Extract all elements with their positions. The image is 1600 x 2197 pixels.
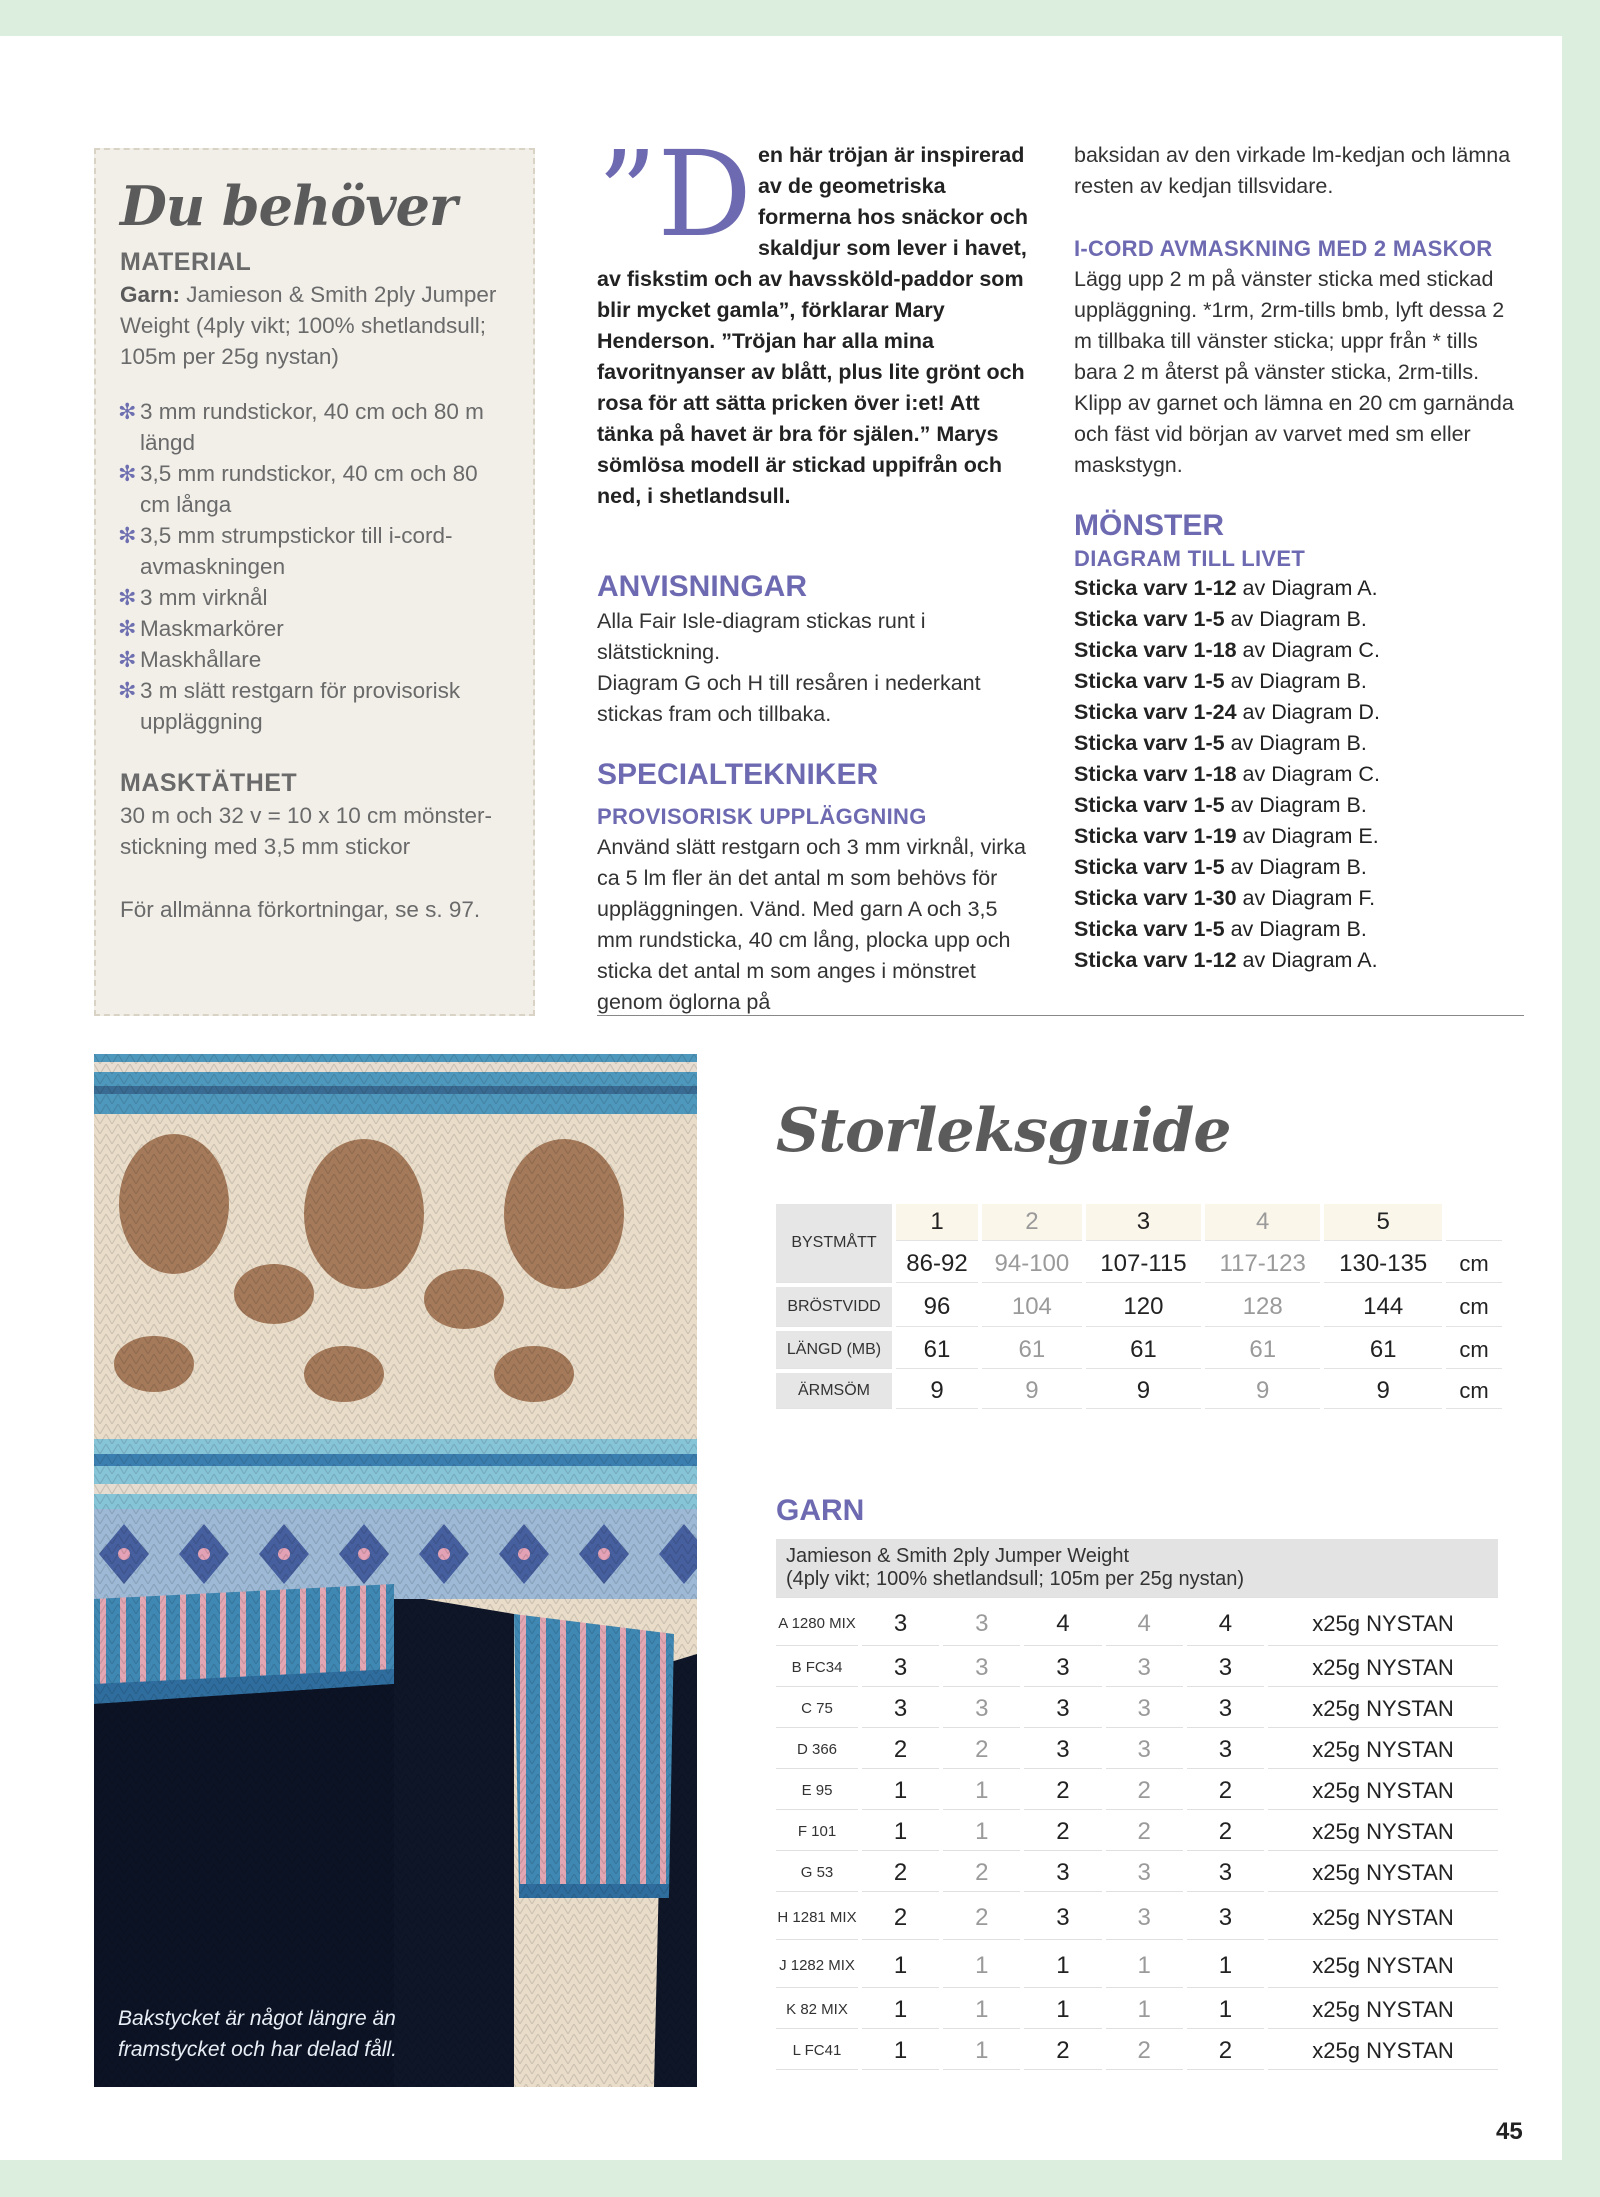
bystmatt-label: BYSTMÅTT (776, 1204, 892, 1283)
asterisk-icon: ✻ (118, 678, 137, 703)
garn-label: Garn: (120, 282, 181, 307)
yarn-table-header: Jamieson & Smith 2ply Jumper Weight (4ply vikt; 100% shetlandsull; 105m per 25g nystan) (776, 1539, 1498, 1598)
photo-caption: Bakstycket är något längre än framstycket och har delad fåll. (118, 2007, 397, 2061)
yarn-table (772, 1535, 1502, 2074)
list-item: ✻ 3 mm rundstickor, 40 cm och 80 m längd (120, 396, 509, 458)
icord-subheading: I-CORD AVMASKNING MED 2 MASKOR (1074, 236, 1493, 261)
materials-sidebar (94, 148, 535, 1016)
list-item: ✻ Maskhållare (120, 644, 509, 675)
provisorisk-text: Använd slätt restgarn och 3 mm virknål, virka ca 5 lm fler än det antal m som behövs för uppläggningen. Vänd. Med garn A och 3,5 mm rundsticka, 40 cm lång, plocka upp och sticka det antal m som anges i mönstret genom öglorna på (597, 835, 1026, 1014)
list-item: Sticka varv 1-5 av Diagram B. (1074, 669, 1367, 693)
size-1: 1 (896, 1204, 978, 1241)
list-item: Sticka varv 1-12 av Diagram A. (1074, 576, 1378, 600)
column-1 (597, 125, 1037, 1018)
table-row: A 1280 MIX 3 3 4 4 4 x25g NYSTAN (776, 1602, 1498, 1646)
size-guide-title: Storleksguide (776, 1096, 1231, 1166)
anvisningar-text-1: Alla Fair Isle-diagram stickas runt i slätstickning. (597, 609, 926, 664)
list-item: Sticka varv 1-5 av Diagram B. (1074, 731, 1367, 755)
anvisningar-text-2: Diagram G och H till resåren i nederkant stickas fram och tillbaka. (597, 671, 981, 726)
table-row: J 1282 MIX 1 1 1 1 1 x25g NYSTAN (776, 1944, 1498, 1988)
asterisk-icon: ✻ (118, 461, 137, 486)
table-row: C 75 3 3 3 3 3 x25g NYSTAN (776, 1691, 1498, 1728)
asterisk-icon: ✻ (118, 523, 137, 548)
list-item: Sticka varv 1-18 av Diagram C. (1074, 638, 1380, 662)
list-item: Sticka varv 1-5 av Diagram B. (1074, 793, 1367, 817)
size-2: 2 (982, 1204, 1082, 1241)
list-item: ✻ 3 mm virknål (120, 582, 509, 613)
gauge-heading: MASKTÄTHET (120, 769, 298, 797)
specialtekniker-heading: SPECIALTEKNIKER (597, 758, 879, 791)
list-item: Sticka varv 1-5 av Diagram B. (1074, 917, 1367, 941)
list-item: Sticka varv 1-5 av Diagram B. (1074, 607, 1367, 631)
asterisk-icon: ✻ (118, 616, 137, 641)
diagram-rows (1074, 573, 1514, 976)
sidebar-title: Du behöver (120, 174, 457, 238)
list-item: ✻ 3 m slätt restgarn för provisorisk uppläggning (120, 675, 509, 737)
table-row: H 1281 MIX 2 2 3 3 3 x25g NYSTAN (776, 1896, 1498, 1940)
table-row: LÄNGD (MB) 61 61 61 61 61 cm (776, 1331, 1502, 1369)
abbreviations-note: För allmänna förkortningar, se s. 97. (120, 897, 481, 922)
size-guide-table (772, 1200, 1506, 1413)
table-row: ÄRMSÖM 9 9 9 9 9 cm (776, 1373, 1502, 1409)
column-2 (1074, 140, 1514, 976)
list-item: ✻ 3,5 mm strumpstickor till i-cord-avmaskningen (120, 520, 509, 582)
list-item: Sticka varv 1-19 av Diagram E. (1074, 824, 1379, 848)
knit-pattern-image (94, 1054, 697, 2087)
material-list (120, 396, 509, 737)
table-row: BRÖSTVIDD 96 104 120 128 144 cm (776, 1287, 1502, 1327)
list-item: Sticka varv 1-24 av Diagram D. (1074, 700, 1380, 724)
intro-paragraph (597, 125, 1037, 512)
table-row: B FC34 3 3 3 3 3 x25g NYSTAN (776, 1650, 1498, 1687)
sweater-photo (94, 1054, 697, 2087)
table-row: D 366 2 2 3 3 3 x25g NYSTAN (776, 1732, 1498, 1769)
material-heading: MATERIAL (120, 248, 252, 276)
anvisningar-heading: ANVISNINGAR (597, 570, 808, 603)
gauge-text: 30 m och 32 v = 10 x 10 cm mönster-stickning med 3,5 mm stickor (120, 803, 493, 859)
table-row: F 101 1 1 2 2 2 x25g NYSTAN (776, 1814, 1498, 1851)
asterisk-icon: ✻ (118, 647, 137, 672)
provisorisk-subheading: PROVISORISK UPPLÄGGNING (597, 804, 927, 829)
dropcap: ”D (597, 125, 752, 263)
table-row (776, 1539, 1498, 1598)
page-number: 45 (1496, 2118, 1523, 2145)
table-row: L FC41 1 1 2 2 2 x25g NYSTAN (776, 2033, 1498, 2070)
monster-heading: MÖNSTER (1074, 509, 1224, 542)
garn-text (120, 279, 509, 372)
list-item: ✻ 3,5 mm rundstickor, 40 cm och 80 cm långa (120, 458, 509, 520)
diagram-subheading: DIAGRAM TILL LIVET (1074, 546, 1306, 571)
size-3: 3 (1086, 1204, 1201, 1241)
table-row: 86-92 94-100 107-115 117-123 130-135 cm (776, 1245, 1502, 1283)
size-4: 4 (1205, 1204, 1320, 1241)
list-item: Sticka varv 1-12 av Diagram A. (1074, 948, 1378, 972)
icord-text: Lägg upp 2 m på vänster sticka med stickad uppläggning. *1rm, 2rm-tills bmb, lyft dessa 2 m tillbaka till vänster sticka; uppr från * tills bara 2 m återst på vänster sticka, 2rm-tills. Klipp av garnet och lämna en 20 cm garnända och fäst vid början av varvet med sm eller maskstygn. (1074, 267, 1514, 477)
list-item: Sticka varv 1-30 av Diagram F. (1074, 886, 1376, 910)
table-row (776, 1204, 1502, 1241)
table-row: K 82 MIX 1 1 1 1 1 x25g NYSTAN (776, 1992, 1498, 2029)
list-item: ✻ Maskmarkörer (120, 613, 509, 644)
size-5: 5 (1324, 1204, 1442, 1241)
garn-heading: GARN (776, 1494, 865, 1527)
list-item: Sticka varv 1-5 av Diagram B. (1074, 855, 1367, 879)
asterisk-icon: ✻ (118, 585, 137, 610)
section-divider (597, 1015, 1524, 1016)
garn-description: Jamieson & Smith 2ply Jumper Weight (4ply vikt; 100% shetlandsull; 105m per 25g nystan) (120, 282, 497, 369)
asterisk-icon: ✻ (118, 399, 137, 424)
intro-text: en här tröjan är inspirerad av de geometriska formerna hos snäckor och skaldjur som lever i havet, av fiskstim och av havssköld-paddor som blir mycket gamla”, förklarar Mary Henderson. ”Tröjan har alla mina favoritnyanser av blått, plus lite grönt och rosa för att sätta pricken över i:et! Att tänka på havet är bra för själen.” Marys sömlösa modell är stickad uppifrån och ned, i shetlandsull. (597, 143, 1028, 508)
provisorisk-continued: baksidan av den virkade lm-kedjan och lämna resten av kedjan tillsvidare. (1074, 143, 1511, 198)
table-row: E 95 1 1 2 2 2 x25g NYSTAN (776, 1773, 1498, 1810)
table-row: G 53 2 2 3 3 3 x25g NYSTAN (776, 1855, 1498, 1892)
list-item: Sticka varv 1-18 av Diagram C. (1074, 762, 1380, 786)
